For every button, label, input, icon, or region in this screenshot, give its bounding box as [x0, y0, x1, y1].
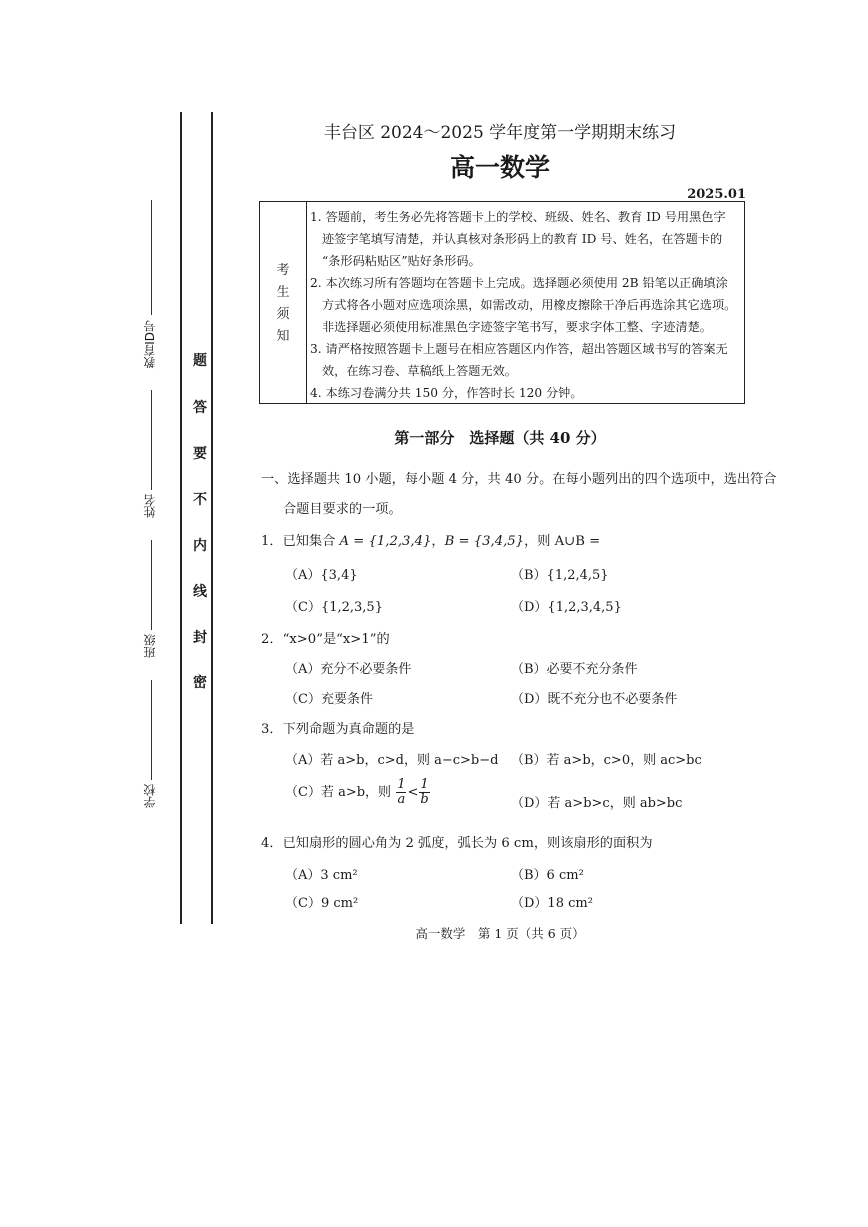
question-4-stem: 4．已知扇形的圆心角为 2 弧度，弧长为 6 cm，则该扇形的面积为: [261, 836, 653, 851]
section-instruction: 一、选择题共 10 小题，每小题 4 分，共 40 分。在每小题列出的四个选项中，选出符合: [261, 472, 777, 487]
question-1-stem: 1．已知集合 A = {1,2,3,4}，B = {3,4,5}，则 A∪B =: [261, 534, 601, 549]
question-1-option-c: （C）{1,2,3,5}: [285, 600, 383, 615]
exam-title: 丰台区 2024～2025 学年度第一学期期末练习: [323, 123, 677, 143]
id-blank: [151, 200, 152, 315]
question-3-option-d: （D）若 a>b>c，则 ab>bc: [511, 796, 683, 811]
question-3-stem: 3．下列命题为真命题的是: [261, 722, 415, 737]
class-blank: [151, 540, 152, 630]
notice-heading: 考 生 须 知: [276, 263, 290, 344]
seal-char: 线: [193, 584, 207, 600]
binding-line-outer: [180, 112, 182, 924]
notice-line: 3. 请严格按照答题卡上题号在相应答题区内作答，超出答题区域书写的答案无: [310, 342, 728, 356]
question-2-option-d: （D）既不充分也不必要条件: [511, 692, 678, 707]
binding-line-inner: [211, 112, 213, 924]
question-4-option-b: （B）6 cm²: [511, 868, 584, 883]
id-label: 教育ID号: [143, 320, 157, 369]
notice-line: 方式将各小题对应选项涂黑，如需改动，用橡皮擦除干净后再选涂其它选项。: [322, 298, 737, 312]
fraction-one-over-a: $\frac{1}{a}$: [397, 777, 406, 807]
fraction-one-over-b: $\frac{1}{b}$: [420, 777, 429, 807]
question-2-option-b: （B）必要不充分条件: [511, 662, 638, 677]
seal-char: 密: [193, 675, 207, 691]
question-3-option-a: （A）若 a>b，c>d，则 a−c>b−d: [285, 753, 499, 768]
question-4-option-a: （A）3 cm²: [285, 868, 358, 883]
part-one-title: 第一部分 选择题（共 40 分）: [394, 429, 606, 447]
question-4-option-c: （C）9 cm²: [285, 896, 359, 911]
question-1-option-d: （D）{1,2,3,4,5}: [511, 600, 622, 615]
section-instruction: 合题目要求的一项。: [283, 502, 402, 517]
seal-char: 不: [193, 492, 207, 508]
question-2-option-c: （C）充要条件: [285, 692, 373, 707]
question-3-option-b: （B）若 a>b，c>0，则 ac>bc: [511, 753, 702, 768]
name-label: 姓名: [143, 494, 157, 518]
notice-line: 4. 本练习卷满分共 150 分，作答时长 120 分钟。: [310, 386, 583, 400]
exam-date: 2025.01: [687, 187, 746, 202]
seal-char: 要: [193, 446, 207, 462]
question-2-option-a: （A）充分不必要条件: [285, 662, 412, 677]
name-blank: [151, 390, 152, 490]
notice-line: “条形码粘贴区”贴好条形码。: [322, 254, 481, 268]
notice-line: 1. 答题前，考生务必先将答题卡上的学校、班级、姓名、教育 ID 号用黑色字: [310, 210, 726, 224]
notice-heading-cell: [260, 202, 307, 403]
seal-char: 内: [193, 538, 207, 554]
school-blank: [151, 680, 152, 780]
seal-char: 题: [193, 353, 207, 369]
question-3-option-c: （C）若 a>b，则 $\frac{1}{a}$ < $\frac{1}{b}$: [285, 777, 429, 807]
class-label: 班级: [143, 634, 157, 658]
seal-char: 答: [193, 400, 207, 416]
question-2-stem: 2．“x>0”是“x>1”的: [261, 632, 390, 647]
question-1-option-b: （B）{1,2,4,5}: [511, 568, 609, 583]
notice-line: 效，在练习卷、草稿纸上答题无效。: [322, 364, 517, 378]
question-1-option-a: （A）{3,4}: [285, 568, 358, 583]
notice-line: 非选择题必须使用标准黑色字迹签字笔书写，要求字体工整、字迹清楚。: [322, 320, 712, 334]
notice-line: 迹签字笔填写清楚，并认真核对条形码上的教育 ID 号、姓名，在答题卡的: [322, 232, 723, 246]
question-4-option-d: （D）18 cm²: [511, 896, 593, 911]
notice-line: 2. 本次练习所有答题均在答题卡上完成。选择题必须使用 2B 铅笔以正确填涂: [310, 276, 728, 290]
notice-box: [259, 201, 745, 404]
seal-char: 封: [193, 630, 207, 646]
school-label: 学校: [143, 784, 157, 808]
subject-title: 高一数学: [449, 153, 550, 182]
page-footer: 高一数学 第 1 页（共 6 页）: [415, 926, 585, 941]
